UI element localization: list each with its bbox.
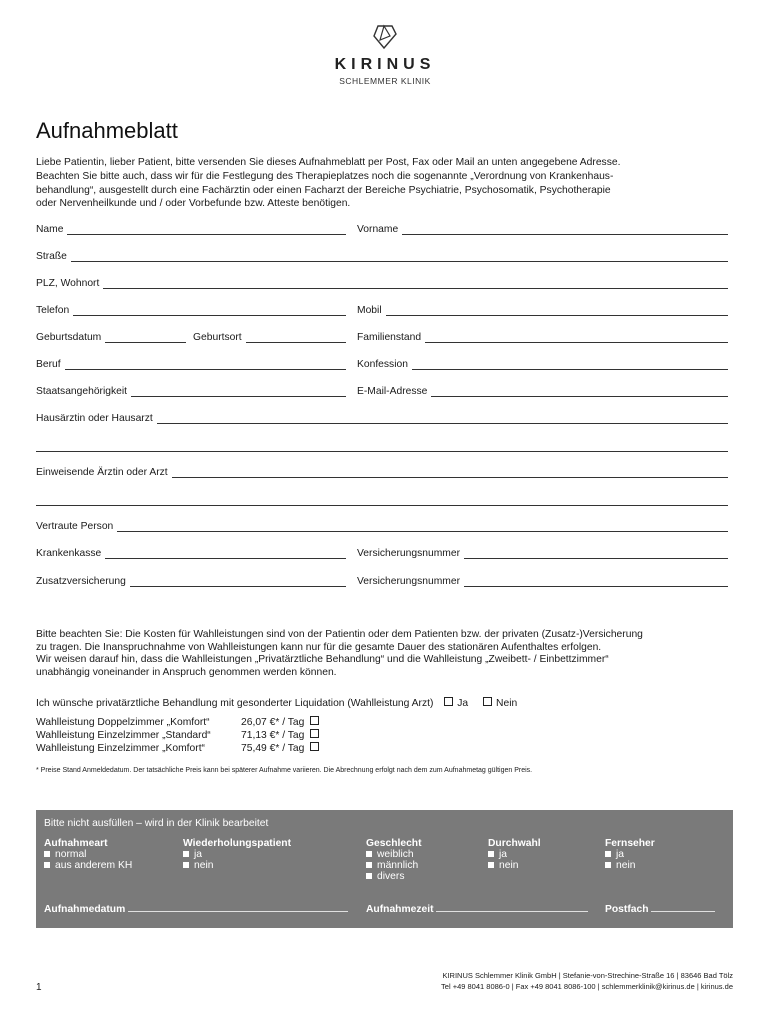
form-row-telefon xyxy=(36,305,728,319)
geburtsort-label: Geburtsort xyxy=(193,332,242,343)
staatsangehoerigkeit-line[interactable] xyxy=(131,386,346,397)
form-row-hausarzt xyxy=(36,413,728,427)
brand-subtitle: SCHLEMMER KLINIK xyxy=(339,76,431,86)
einweisend-label: Einweisende Ärztin oder Arzt xyxy=(36,467,168,478)
intro-line: behandlung“, ausgestellt durch eine Fachärztin oder einen Facharzt der Bereiche Psychiatrie, Psychosomatik, Psychotherapie xyxy=(36,184,611,196)
aufnahmedatum-label: Aufnahmedatum xyxy=(44,904,126,915)
checkbox-item[interactable] xyxy=(366,849,422,860)
staatsangehoerigkeit-label: Staatsangehörigkeit xyxy=(36,386,128,397)
plz-line[interactable] xyxy=(103,278,728,289)
familienstand-field[interactable] xyxy=(357,332,728,343)
durchwahl-label: Durchwahl xyxy=(488,838,541,849)
form-row-name xyxy=(36,224,728,238)
option-price: 71,13 €* / Tag xyxy=(241,730,305,741)
option-price: 26,07 €* / Tag xyxy=(241,717,305,728)
vertraute-label: Vertraute Person xyxy=(36,521,114,532)
wiederholung-group xyxy=(183,838,291,871)
aufnahmedatum-field[interactable] xyxy=(44,902,348,915)
geburtsort-field[interactable] xyxy=(193,332,346,343)
option-row xyxy=(36,742,323,754)
checkbox[interactable] xyxy=(183,862,189,868)
checkbox-label: aus anderem KH xyxy=(55,860,133,871)
checkbox[interactable] xyxy=(366,862,372,868)
telefon-line[interactable] xyxy=(73,305,346,316)
vertraute-line[interactable] xyxy=(117,521,728,532)
checkbox-label: ja xyxy=(616,849,625,860)
checkbox-item[interactable] xyxy=(366,871,422,882)
aufnahmezeit-field[interactable] xyxy=(366,902,588,915)
mobil-line[interactable] xyxy=(386,305,728,316)
fineprint: * Preise Stand Anmeldedatum. Der tatsächliche Preis kann bei späterer Aufnahme variieren. Die Abrechnung erfolgt nach dem zum Aufnahmetag gültigen Preis. xyxy=(36,767,533,774)
krankenkasse-field[interactable] xyxy=(36,548,346,559)
checkbox-label: ja xyxy=(194,849,203,860)
strasse-line[interactable] xyxy=(71,251,728,262)
geschlecht-label: Geschlecht xyxy=(366,838,422,849)
beruf-line[interactable] xyxy=(65,359,346,370)
wiederholung-label: Wiederholungspatient xyxy=(183,838,292,849)
checkbox[interactable] xyxy=(44,851,50,857)
checkbox-label: weiblich xyxy=(377,849,414,860)
versicherungsnummer2-field[interactable] xyxy=(357,576,728,587)
telefon-field[interactable] xyxy=(36,305,346,316)
mobil-label: Mobil xyxy=(357,305,382,316)
versicherungsnummer-field[interactable] xyxy=(357,548,728,559)
checkbox-item[interactable] xyxy=(488,849,541,860)
form-row-plz xyxy=(36,278,728,292)
strasse-label: Straße xyxy=(36,251,67,262)
aufnahmeart-group xyxy=(44,838,132,871)
konfession-line[interactable] xyxy=(412,359,728,370)
krankenkasse-label: Krankenkasse xyxy=(36,548,102,559)
plz-label: PLZ, Wohnort xyxy=(36,278,100,289)
vorname-line[interactable] xyxy=(402,224,728,235)
postfach-label: Postfach xyxy=(605,904,649,915)
versicherungsnummer2-line[interactable] xyxy=(464,576,728,587)
zusatzversicherung-field[interactable] xyxy=(36,576,346,587)
private-question: Ich wünsche privatärztliche Behandlung mit gesonderter Liquidation (Wahlleistung Arzt) xyxy=(36,698,434,709)
versicherungsnummer-line[interactable] xyxy=(464,548,728,559)
option-label: Wahlleistung Einzelzimmer „Standard“ xyxy=(36,730,211,741)
cost-note xyxy=(36,629,736,679)
checkbox-label: nein xyxy=(194,860,214,871)
geburtsort-line[interactable] xyxy=(246,332,346,343)
fernseher-group xyxy=(605,838,655,871)
checkbox[interactable] xyxy=(366,851,372,857)
form-row-staat xyxy=(36,386,728,400)
checkbox-item[interactable] xyxy=(183,860,291,871)
option-row xyxy=(36,716,323,728)
form-row-krankenkasse xyxy=(36,548,728,562)
geburtsdatum-label: Geburtsdatum xyxy=(36,332,102,343)
email-line[interactable] xyxy=(431,386,728,397)
intro-line: Liebe Patientin, lieber Patient, bitte versenden Sie dieses Aufnahmeblatt per Post, Fax oder Mail an unten angegebene Adresse. xyxy=(36,157,621,168)
email-label: E-Mail-Adresse xyxy=(357,386,428,397)
checkbox-label: männlich xyxy=(377,860,419,871)
geburtsdatum-line[interactable] xyxy=(105,332,186,343)
checkbox[interactable] xyxy=(488,851,494,857)
checkbox-label: nein xyxy=(499,860,519,871)
email-field[interactable] xyxy=(357,386,728,397)
note-line: unabhängig voneinander in Anspruch genommen werden können. xyxy=(36,666,337,678)
einweisend-line[interactable] xyxy=(172,467,728,478)
aufnahmezeit-label: Aufnahmezeit xyxy=(366,904,434,915)
checkbox-item[interactable] xyxy=(605,849,655,860)
checkbox-label: ja xyxy=(499,849,508,860)
fernseher-label: Fernseher xyxy=(605,838,655,849)
kirinus-logo-icon xyxy=(370,22,400,52)
checkbox-item[interactable] xyxy=(605,860,655,871)
footer-address: KIRINUS Schlemmer Klinik GmbH | Stefanie-von-Strechine-Straße 16 | 83646 Bad Tölz xyxy=(442,971,733,980)
name-line[interactable] xyxy=(67,224,346,235)
beruf-label: Beruf xyxy=(36,359,61,370)
checkbox-item[interactable] xyxy=(44,849,132,860)
vorname-label: Vorname xyxy=(357,224,399,235)
intro-line: Beachten Sie bitte auch, dass wir für die Festlegung des Therapieplatzes noch die sogenannte „Verordnung von Krankenhaus- xyxy=(36,170,614,182)
footer xyxy=(441,970,733,992)
konfession-label: Konfession xyxy=(357,359,408,370)
checkbox[interactable] xyxy=(366,873,372,879)
hausarzt-extra-line[interactable] xyxy=(36,451,728,452)
form-row-beruf xyxy=(36,359,728,373)
option-label: Wahlleistung Doppelzimmer „Komfort“ xyxy=(36,717,210,728)
beruf-field[interactable] xyxy=(36,359,346,370)
hausarzt-line[interactable] xyxy=(157,413,728,424)
checkbox-item[interactable] xyxy=(44,860,132,871)
private-yes-checkbox[interactable] xyxy=(444,697,453,706)
versicherungsnummer-label: Versicherungsnummer xyxy=(357,548,461,559)
option-price: 75,49 €* / Tag xyxy=(241,743,305,754)
aufnahmeart-label: Aufnahmeart xyxy=(44,838,108,849)
checkbox-label: normal xyxy=(55,849,87,860)
checkbox[interactable] xyxy=(488,862,494,868)
einweisend-field[interactable] xyxy=(36,467,728,478)
familienstand-label: Familienstand xyxy=(357,332,422,343)
clinic-section xyxy=(36,810,733,928)
staatsangehoerigkeit-field[interactable] xyxy=(36,386,346,397)
private-treatment-choice xyxy=(36,697,517,709)
familienstand-line[interactable] xyxy=(425,332,728,343)
checkbox-label: divers xyxy=(377,871,405,882)
konfession-field[interactable] xyxy=(357,359,728,370)
form-row-einweisend xyxy=(36,467,728,481)
postfach-line[interactable] xyxy=(651,902,715,912)
note-line: zu tragen. Die Inanspruchnahme von Wahlleistungen kann nur für die gesamte Dauer des stationären Aufenthaltes erfolgen. xyxy=(36,641,602,653)
zusatzversicherung-line[interactable] xyxy=(130,576,346,587)
form-row-zusatz xyxy=(36,576,728,590)
form-row-strasse xyxy=(36,251,728,265)
option-checkbox[interactable] xyxy=(310,716,319,725)
form-row-geburt xyxy=(36,332,728,346)
einweisend-extra-line[interactable] xyxy=(36,505,728,506)
note-line: Wir weisen darauf hin, dass die Wahlleistungen „Privatärztliche Behandlung“ und die Wahlleistung „Zweibett- / Einbettzimmer“ xyxy=(36,654,609,666)
checkbox-item[interactable] xyxy=(488,860,541,871)
aufnahmedatum-line[interactable] xyxy=(128,902,348,912)
footer-contact: Tel +49 8041 8086-0 | Fax +49 8041 8086-100 | schlemmerklinik@kirinus.de | kirinus.de xyxy=(441,982,733,991)
aufnahmezeit-line[interactable] xyxy=(436,902,588,912)
geschlecht-group xyxy=(366,838,422,882)
postfach-field[interactable] xyxy=(605,902,715,915)
clinic-section-title: Bitte nicht ausfüllen – wird in der Klinik bearbeitet xyxy=(44,818,269,829)
logo xyxy=(0,22,770,86)
option-label: Wahlleistung Einzelzimmer „Komfort“ xyxy=(36,743,205,754)
zusatzversicherung-label: Zusatzversicherung xyxy=(36,576,126,587)
page-title: Aufnahmeblatt xyxy=(36,118,178,143)
page-number: 1 xyxy=(36,982,42,993)
checkbox[interactable] xyxy=(183,851,189,857)
hausarzt-field[interactable] xyxy=(36,413,728,424)
checkbox[interactable] xyxy=(44,862,50,868)
vorname-field[interactable] xyxy=(357,224,728,235)
durchwahl-group xyxy=(488,838,541,871)
krankenkasse-line[interactable] xyxy=(105,548,346,559)
vertraute-field[interactable] xyxy=(36,521,728,532)
option-checkbox[interactable] xyxy=(310,742,319,751)
private-no-label: Nein xyxy=(496,698,518,709)
name-label: Name xyxy=(36,224,64,235)
intro-line: oder Nervenheilkunde und / oder Vorbefunde bzw. Atteste benötigen. xyxy=(36,198,351,210)
strasse-field[interactable] xyxy=(36,251,728,262)
checkbox[interactable] xyxy=(605,851,611,857)
geburtsdatum-field[interactable] xyxy=(36,332,186,343)
mobil-field[interactable] xyxy=(357,305,728,316)
form-row-vertraute xyxy=(36,521,728,535)
intro-text xyxy=(36,156,736,211)
plz-field[interactable] xyxy=(36,278,728,289)
option-row xyxy=(36,729,323,741)
checkbox[interactable] xyxy=(605,862,611,868)
versicherungsnummer2-label: Versicherungsnummer xyxy=(357,576,461,587)
option-checkbox[interactable] xyxy=(310,729,319,738)
checkbox-item[interactable] xyxy=(366,860,422,871)
name-field[interactable] xyxy=(36,224,346,235)
note-line: Bitte beachten Sie: Die Kosten für Wahlleistungen sind von der Patientin oder dem Patienten bzw. der privaten (Zusatz-)Versicherung xyxy=(36,629,643,640)
checkbox-label: nein xyxy=(616,860,636,871)
telefon-label: Telefon xyxy=(36,305,70,316)
private-yes-label: Ja xyxy=(457,698,469,709)
hausarzt-label: Hausärztin oder Hausarzt xyxy=(36,413,153,424)
private-no-checkbox[interactable] xyxy=(483,697,492,706)
checkbox-item[interactable] xyxy=(183,849,291,860)
brand-name: KIRINUS xyxy=(334,56,436,73)
